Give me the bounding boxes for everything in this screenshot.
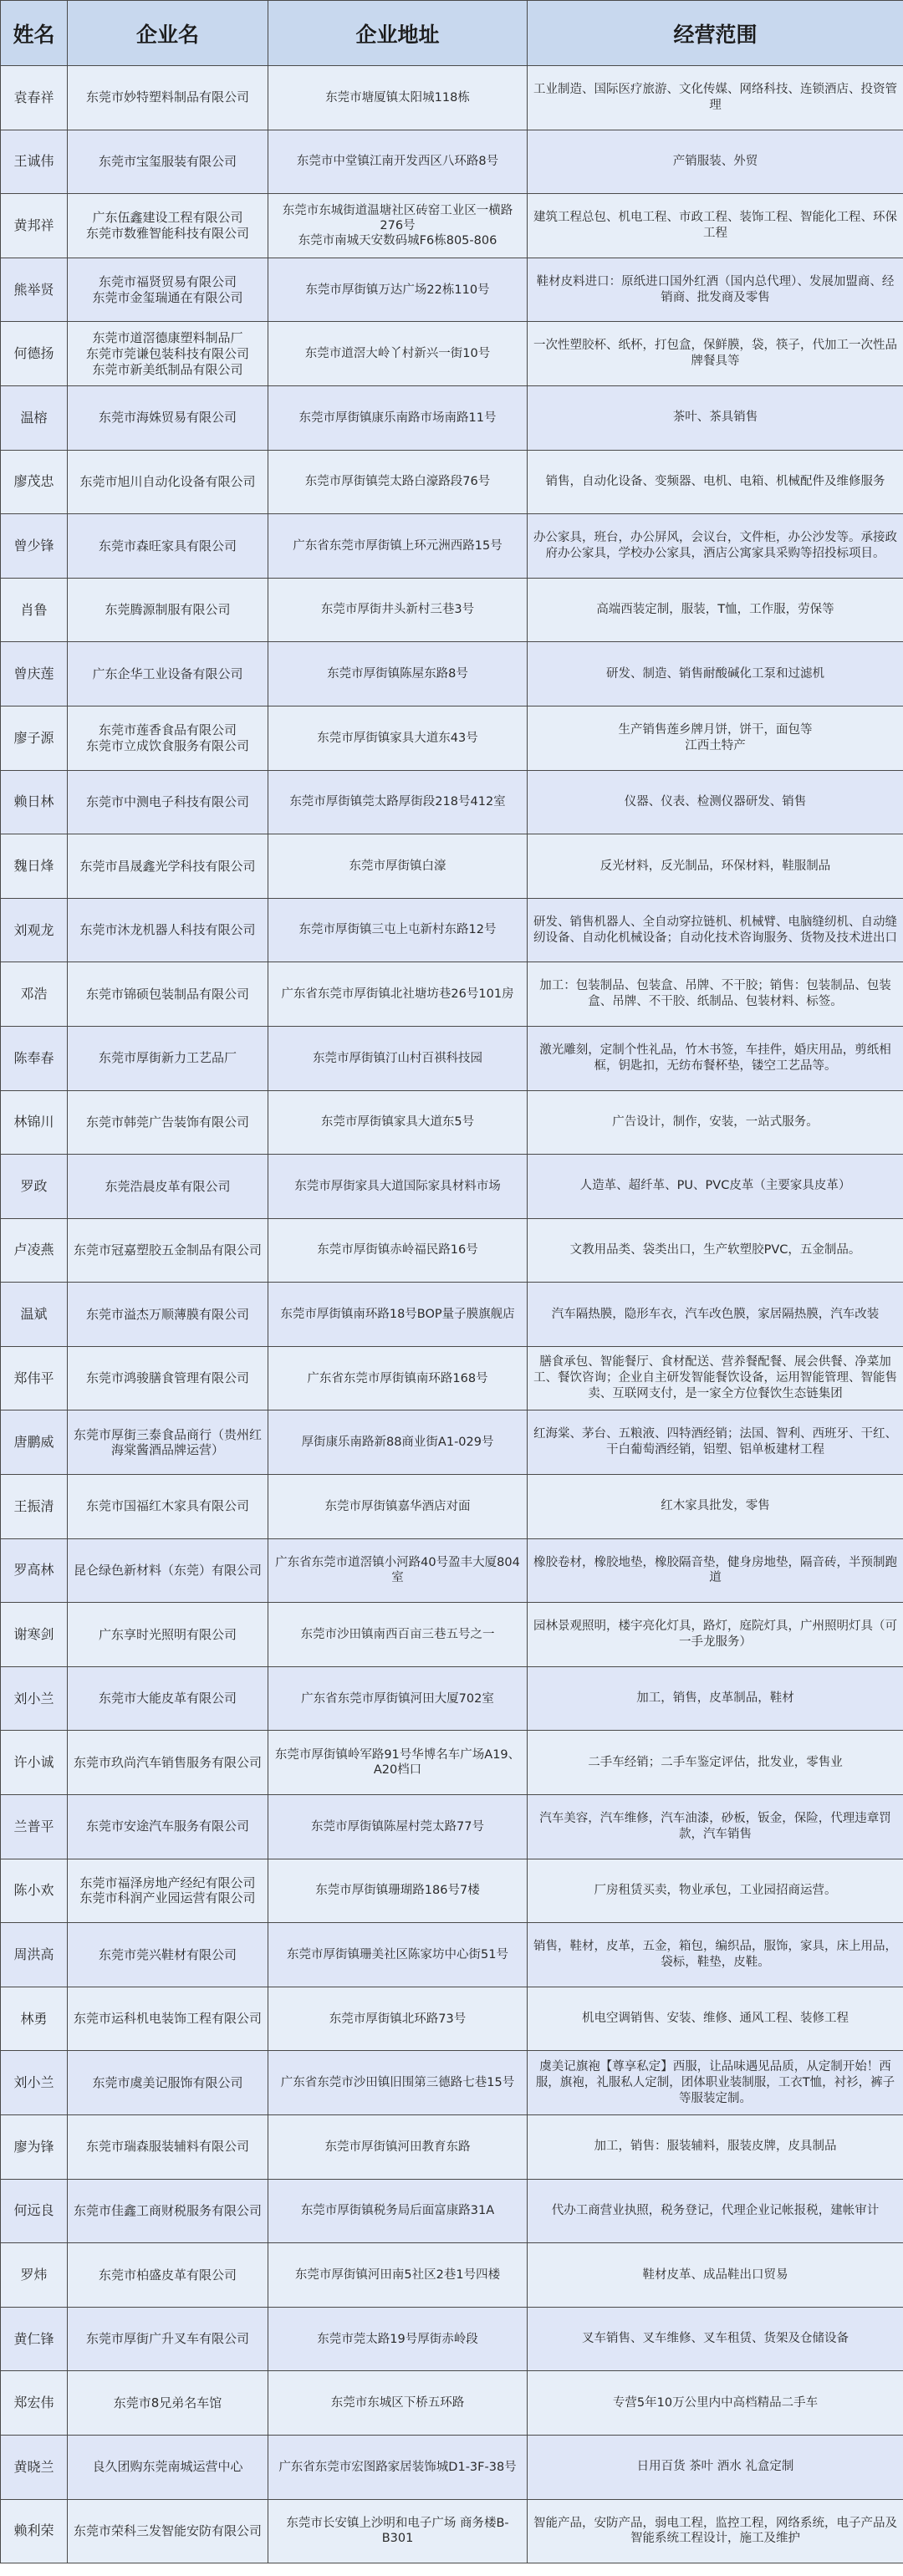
cell-line: 生产销售莲乡牌月饼，饼干，面包等 (618, 722, 813, 737)
cell-name: 曾庆莲 (1, 642, 68, 706)
cell-scope: 激光雕刻，定制个性礼品，竹木书签，车挂件，婚庆用品，剪纸相框，钥匙扣，无纺布餐杯垫，镂空工艺品等。 (528, 1026, 903, 1090)
cell-name: 罗政 (1, 1155, 68, 1219)
cell-scope (528, 706, 903, 770)
cell-company (68, 1859, 268, 1923)
cell-name: 黄邦祥 (1, 194, 68, 258)
table-row (1, 2115, 903, 2180)
cell-line: 东莞市福贤贸易有限公司 (98, 273, 237, 289)
table-row (1, 1666, 903, 1731)
cell-scope: 高端西装定制，服装，T恤，工作服，劳保等 (528, 578, 903, 642)
table-header (1, 1, 903, 66)
cell-name: 刘小兰 (1, 2051, 68, 2115)
table-row (1, 834, 903, 899)
cell-address: 广东省东莞市厚街镇南环路168号 (268, 1346, 528, 1410)
cell-scope: 红海棠、茅台、五粮液、四特酒经销；法国、智利、西班牙、干红、干白葡萄酒经销，铝塑、铝单板建材工程 (528, 1410, 903, 1475)
table-row (1, 2179, 903, 2243)
cell-company: 东莞市鸿骏膳食管理有限公司 (68, 1346, 268, 1410)
cell-company (68, 322, 268, 386)
table-row (1, 962, 903, 1027)
cell-address: 东莞市厚街镇莞太路白濠路段76号 (268, 450, 528, 514)
cell-line: 广东伍鑫建设工程有限公司 (92, 210, 243, 226)
cell-scope: 代办工商营业执照，税务登记，代理企业记帐报税，建帐审计 (528, 2179, 903, 2243)
cell-name: 谢寒剑 (1, 1603, 68, 1667)
cell-name: 廖子源 (1, 706, 68, 770)
table-row (1, 2371, 903, 2436)
cell-company: 东莞市玖尚汽车销售服务有限公司 (68, 1731, 268, 1795)
cell-address: 东莞市厚街镇北环路73号 (268, 1987, 528, 2051)
cell-name: 罗高林 (1, 1538, 68, 1603)
cell-company (68, 258, 268, 322)
cell-company: 东莞市国福红木家具有限公司 (68, 1475, 268, 1539)
cell-address: 东莞市厚街镇家具大道东5号 (268, 1090, 528, 1155)
cell-company: 东莞市安途汽车服务有限公司 (68, 1795, 268, 1859)
cell-name: 郑宏伟 (1, 2371, 68, 2436)
cell-name: 唐鹏威 (1, 1410, 68, 1475)
cell-scope: 办公家具，班台，办公屏风，会议台，文件柜，办公沙发等。承接政府办公家具，学校办公家具，酒店公寓家具采购等招投标项目。 (528, 514, 903, 579)
cell-scope: 膳食承包、智能餐厅、食材配送、营养餐配餐、展会供餐、净菜加工、餐饮咨询；企业自主研发智能餐饮设备，运用智能管理、智能售卖、互联网支付，是一家全方位餐饮生态链集团 (528, 1346, 903, 1410)
table-row (1, 1283, 903, 1347)
cell-scope: 建筑工程总包、机电工程、市政工程、装饰工程、智能化工程、环保工程 (528, 194, 903, 258)
cell-address: 东莞市厚街镇家具大道东43号 (268, 706, 528, 770)
table-row (1, 1475, 903, 1539)
cell-address: 厚街康乐南路新88商业街A1-029号 (268, 1410, 528, 1475)
cell-scope: 研发、制造、销售耐酸碱化工泵和过滤机 (528, 642, 903, 706)
cell-scope: 一次性塑胶杯、纸杯，打包盒，保鲜膜，袋，筷子，代加工一次性品牌餐具等 (528, 322, 903, 386)
cell-address: 广东省东莞市厚街镇上环元洲西路15号 (268, 514, 528, 579)
cell-name: 邓浩 (1, 962, 68, 1027)
cell-address: 东莞市沙田镇南西百亩三巷五号之一 (268, 1603, 528, 1667)
cell-name: 廖为锋 (1, 2115, 68, 2180)
cell-scope: 茶叶、茶具销售 (528, 385, 903, 450)
cell-scope: 红木家具批发，零售 (528, 1475, 903, 1539)
cell-address: 东莞市厚街镇珊瑚路186号7楼 (268, 1859, 528, 1923)
table-row (1, 1731, 903, 1795)
cell-address: 广东省东莞市宏图路家居装饰城D1-3F-38号 (268, 2435, 528, 2499)
cell-name: 陈小欢 (1, 1859, 68, 1923)
cell-scope: 广告设计，制作，安装，一站式服务。 (528, 1090, 903, 1155)
cell-address (268, 194, 528, 258)
cell-scope: 加工，销售：服装辅料，服装皮牌，皮具制品 (528, 2115, 903, 2180)
cell-company: 东莞市厚街新力工艺品厂 (68, 1026, 268, 1090)
cell-line: 东莞市东城街道温塘社区砖窑工业区一横路276号 (282, 203, 513, 232)
cell-name: 林勇 (1, 1987, 68, 2051)
cell-scope: 产销服装、外贸 (528, 130, 903, 194)
cell-company: 东莞市冠嘉塑胶五金制品有限公司 (68, 1218, 268, 1283)
cell-scope: 厂房租赁买卖，物业承包，工业园招商运营。 (528, 1859, 903, 1923)
header-company: 企业名 (68, 1, 268, 66)
cell-scope: 叉车销售、叉车维修、叉车租赁、货架及仓储设备 (528, 2307, 903, 2371)
cell-scope: 汽车隔热膜，隐形车衣，汽车改色膜，家居隔热膜，汽车改装 (528, 1283, 903, 1347)
table-row (1, 1859, 903, 1923)
cell-address: 东莞市厚街镇汀山村百祺科技园 (268, 1026, 528, 1090)
cell-scope: 专营5年10万公里内中高档精品二手车 (528, 2371, 903, 2436)
cell-scope: 文教用品类、袋类出口，生产软塑胶PVC，五金制品。 (528, 1218, 903, 1283)
table-row (1, 706, 903, 770)
table-row (1, 2307, 903, 2371)
cell-address: 东莞市厚街镇嘉华酒店对面 (268, 1475, 528, 1539)
cell-name: 王诚伟 (1, 130, 68, 194)
cell-company: 昆仑绿色新材料（东莞）有限公司 (68, 1538, 268, 1603)
cell-address: 东莞市厚街镇万达广场22栋110号 (268, 258, 528, 322)
cell-company: 东莞市佳鑫工商财税服务有限公司 (68, 2179, 268, 2243)
cell-line: 东莞市立成饮食服务有限公司 (85, 737, 249, 753)
cell-scope: 二手车经销；二手车鉴定评估，批发业，零售业 (528, 1731, 903, 1795)
cell-name: 袁春祥 (1, 66, 68, 130)
table-row (1, 898, 903, 962)
header-address: 企业地址 (268, 1, 528, 66)
table-row (1, 1155, 903, 1219)
cell-company: 东莞市旭川自动化设备有限公司 (68, 450, 268, 514)
table-row (1, 2051, 903, 2115)
cell-name: 何德扬 (1, 322, 68, 386)
cell-address: 东莞市厚街镇莞太路厚街段218号412室 (268, 770, 528, 834)
cell-name: 罗炜 (1, 2243, 68, 2308)
table-row (1, 1538, 903, 1603)
table-row (1, 1795, 903, 1859)
cell-company: 东莞市森旺家具有限公司 (68, 514, 268, 579)
cell-scope: 销售，自动化设备、变频器、电机、电箱、机械配件及维修服务 (528, 450, 903, 514)
cell-address: 东莞市厚街镇白濠 (268, 834, 528, 899)
cell-company: 东莞市厚街广升叉车有限公司 (68, 2307, 268, 2371)
cell-address: 东莞市东城区下桥五环路 (268, 2371, 528, 2436)
cell-name: 郑伟平 (1, 1346, 68, 1410)
cell-address: 东莞市长安镇上沙明和电子广场 商务楼B-B301 (268, 2499, 528, 2563)
cell-name: 温榕 (1, 385, 68, 450)
table-row (1, 1090, 903, 1155)
cell-address: 东莞市厚街镇陈屋东路8号 (268, 642, 528, 706)
cell-line: 东莞市数雅智能科技有限公司 (85, 225, 249, 241)
cell-scope: 加工：包装制品、包装盒、吊牌、不干胶；销售：包装制品、包装盒、吊牌、不干胶、纸制品、包装材料、标签。 (528, 962, 903, 1027)
cell-scope: 智能产品，安防产品，弱电工程，监控工程，网络系统，电子产品及智能系统工程设计，施工及维护 (528, 2499, 903, 2563)
cell-scope: 汽车美容，汽车维修，汽车油漆，砂板，钣金，保险，代理违章罚款，汽车销售 (528, 1795, 903, 1859)
table-row (1, 1923, 903, 1987)
table-row (1, 770, 903, 834)
cell-address: 东莞市道滘大岭丫村新兴一街10号 (268, 322, 528, 386)
cell-address: 东莞市厚街镇南环路18号BOP量子膜旗舰店 (268, 1283, 528, 1347)
table-row (1, 322, 903, 386)
cell-scope: 销售，鞋材，皮革，五金，箱包，编织品，服饰，家具，床上用品，袋标，鞋垫，皮鞋。 (528, 1923, 903, 1987)
cell-line: 东莞市莲香食品有限公司 (98, 722, 237, 737)
cell-company: 东莞市荣科三发智能安防有限公司 (68, 2499, 268, 2563)
table-row (1, 1987, 903, 2051)
cell-company: 东莞浩晨皮革有限公司 (68, 1155, 268, 1219)
table-body (1, 66, 903, 2563)
cell-address: 广东省东莞市沙田镇旧围第三德路七巷15号 (268, 2051, 528, 2115)
cell-address: 东莞市中堂镇江南开发西区八环路8号 (268, 130, 528, 194)
table-row (1, 1410, 903, 1475)
cell-name: 林锦川 (1, 1090, 68, 1155)
cell-name: 廖茂忠 (1, 450, 68, 514)
cell-name: 刘观龙 (1, 898, 68, 962)
table-row (1, 194, 903, 258)
table-row (1, 1603, 903, 1667)
cell-name: 熊举贤 (1, 258, 68, 322)
cell-scope: 鞋材皮革、成品鞋出口贸易 (528, 2243, 903, 2308)
cell-name: 曾少锋 (1, 514, 68, 579)
cell-company: 东莞市8兄弟名车馆 (68, 2371, 268, 2436)
cell-scope: 机电空调销售、安装、维修、通风工程、装修工程 (528, 1987, 903, 2051)
cell-company: 东莞市虞美记服饰有限公司 (68, 2051, 268, 2115)
cell-name: 何远良 (1, 2179, 68, 2243)
cell-line: 东莞市科润产业园运营有限公司 (79, 1890, 256, 1906)
table-row (1, 66, 903, 130)
cell-name: 温斌 (1, 1283, 68, 1347)
cell-name: 王振清 (1, 1475, 68, 1539)
cell-address: 东莞市厚街镇税务局后面富康路31A (268, 2179, 528, 2243)
cell-name: 陈奉春 (1, 1026, 68, 1090)
table-row (1, 450, 903, 514)
table-row (1, 1026, 903, 1090)
cell-scope: 虞美记旗袍【尊享私定】西服，让品味遇见品质，从定制开始！西服，旗袍，礼服私人定制，团体职业装制服，工衣T恤，衬衫，裤子等服装定制。 (528, 2051, 903, 2115)
cell-company: 东莞市宝玺服装有限公司 (68, 130, 268, 194)
cell-name: 刘小兰 (1, 1666, 68, 1731)
table-row (1, 2499, 903, 2563)
cell-name: 赖利荣 (1, 2499, 68, 2563)
cell-line: 东莞市福泽房地产经纪有限公司 (79, 1875, 256, 1890)
cell-address: 东莞市厚街镇陈屋村莞太路77号 (268, 1795, 528, 1859)
table-row (1, 1346, 903, 1410)
cell-name: 黄晓兰 (1, 2435, 68, 2499)
cell-line: 东莞市南城天安数码城F6栋805-806 (298, 234, 497, 248)
table-row (1, 385, 903, 450)
cell-scope: 反光材料，反光制品，环保材料，鞋服制品 (528, 834, 903, 899)
cell-company: 良久团购东莞南城运营中心 (68, 2435, 268, 2499)
cell-address: 东莞市厚街镇三屯上屯新村东路12号 (268, 898, 528, 962)
cell-scope: 园林景观照明，楼宇亮化灯具，路灯，庭院灯具，广州照明灯具（可一手龙服务） (528, 1603, 903, 1667)
cell-company: 东莞市莞兴鞋材有限公司 (68, 1923, 268, 1987)
cell-company: 东莞市瑞森服装辅料有限公司 (68, 2115, 268, 2180)
cell-company: 东莞市中测电子科技有限公司 (68, 770, 268, 834)
cell-company: 东莞市韩莞广告装饰有限公司 (68, 1090, 268, 1155)
header-row (1, 1, 903, 66)
cell-company: 广东享时光照明有限公司 (68, 1603, 268, 1667)
cell-company (68, 194, 268, 258)
cell-line: 江西土特产 (685, 738, 746, 752)
cell-company: 东莞市沐龙机器人科技有限公司 (68, 898, 268, 962)
cell-line: 东莞市道滘德康塑料制品厂 (92, 330, 243, 346)
cell-address: 东莞市厚街家具大道国际家具材料市场 (268, 1155, 528, 1219)
cell-scope: 加工，销售，皮革制品，鞋材 (528, 1666, 903, 1731)
table-row (1, 130, 903, 194)
cell-company: 东莞市海姝贸易有限公司 (68, 385, 268, 450)
cell-company: 东莞市运科机电装饰工程有限公司 (68, 1987, 268, 2051)
cell-scope: 日用百货 茶叶 酒水 礼盒定制 (528, 2435, 903, 2499)
cell-scope: 仪器、仪表、检测仪器研发、销售 (528, 770, 903, 834)
cell-address: 东莞市厚街镇岭军路91号华博名车广场A19、A20档口 (268, 1731, 528, 1795)
cell-name: 赖日林 (1, 770, 68, 834)
table-row (1, 514, 903, 579)
cell-company: 东莞市柏盛皮革有限公司 (68, 2243, 268, 2308)
cell-address: 东莞市厚街镇康乐南路市场南路11号 (268, 385, 528, 450)
cell-company: 广东企华工业设备有限公司 (68, 642, 268, 706)
cell-company: 东莞腾源制服有限公司 (68, 578, 268, 642)
cell-address: 广东省东莞市厚街镇北社塘坊巷26号101房 (268, 962, 528, 1027)
cell-company: 东莞市妙特塑料制品有限公司 (68, 66, 268, 130)
cell-line: 东莞市莞谦包装科技有限公司 (85, 345, 249, 361)
cell-name: 黄仁锋 (1, 2307, 68, 2371)
table-row (1, 642, 903, 706)
cell-scope: 橡胶卷材，橡胶地垫，橡胶隔音垫，健身房地垫，隔音砖，半预制跑道 (528, 1538, 903, 1603)
cell-address: 东莞市莞太路19号厚街赤岭段 (268, 2307, 528, 2371)
table-row (1, 2435, 903, 2499)
cell-name: 周洪高 (1, 1923, 68, 1987)
table-row (1, 1218, 903, 1283)
cell-scope: 鞋材皮料进口：原纸进口国外红酒（国内总代理）、发展加盟商、经销商、批发商及零售 (528, 258, 903, 322)
cell-scope: 人造革、超纤革、PU、PVC皮革（主要家具皮革） (528, 1155, 903, 1219)
cell-name: 魏日烽 (1, 834, 68, 899)
cell-company: 东莞市锦硕包装制品有限公司 (68, 962, 268, 1027)
cell-name: 卢凌燕 (1, 1218, 68, 1283)
cell-address: 广东省东莞市厚街镇河田大厦702室 (268, 1666, 528, 1731)
table-row (1, 258, 903, 322)
cell-company: 东莞市厚街三泰食品商行（贵州红海棠酱酒品牌运营） (68, 1410, 268, 1475)
cell-company: 东莞市大能皮革有限公司 (68, 1666, 268, 1731)
header-name: 姓名 (1, 1, 68, 66)
cell-name: 许小诚 (1, 1731, 68, 1795)
table-row (1, 578, 903, 642)
cell-name: 肖鲁 (1, 578, 68, 642)
cell-address: 广东省东莞市道滘镇小河路40号盈丰大厦804室 (268, 1538, 528, 1603)
cell-line: 东莞市新美纸制品有限公司 (92, 361, 243, 377)
cell-scope: 工业制造、国际医疗旅游、文化传媒、网络科技、连锁酒店、投资管理 (528, 66, 903, 130)
header-scope: 经营范围 (528, 1, 903, 66)
cell-address: 东莞市厚街镇河田南5社区2巷1号四楼 (268, 2243, 528, 2308)
table-row (1, 2243, 903, 2308)
cell-company (68, 706, 268, 770)
cell-address: 东莞市厚街井头新村三巷3号 (268, 578, 528, 642)
cell-address: 东莞市厚街镇河田教育东路 (268, 2115, 528, 2180)
cell-address: 东莞市厚街镇珊美社区陈家坊中心街51号 (268, 1923, 528, 1987)
cell-company: 东莞市昌晟鑫光学科技有限公司 (68, 834, 268, 899)
cell-scope: 研发、销售机器人、全自动穿拉链机、机械臂、电脑缝纫机、自动缝纫设备、自动化机械设备；自动化技术咨询服务、货物及技术进出口 (528, 898, 903, 962)
cell-address: 东莞市厚街镇赤岭福民路16号 (268, 1218, 528, 1283)
cell-address: 东莞市塘厦镇太阳城118栋 (268, 66, 528, 130)
cell-company: 东莞市溢杰万顺薄膜有限公司 (68, 1283, 268, 1347)
cell-line: 东莞市金玺瑞通在有限公司 (92, 289, 243, 305)
cell-name: 兰普平 (1, 1795, 68, 1859)
